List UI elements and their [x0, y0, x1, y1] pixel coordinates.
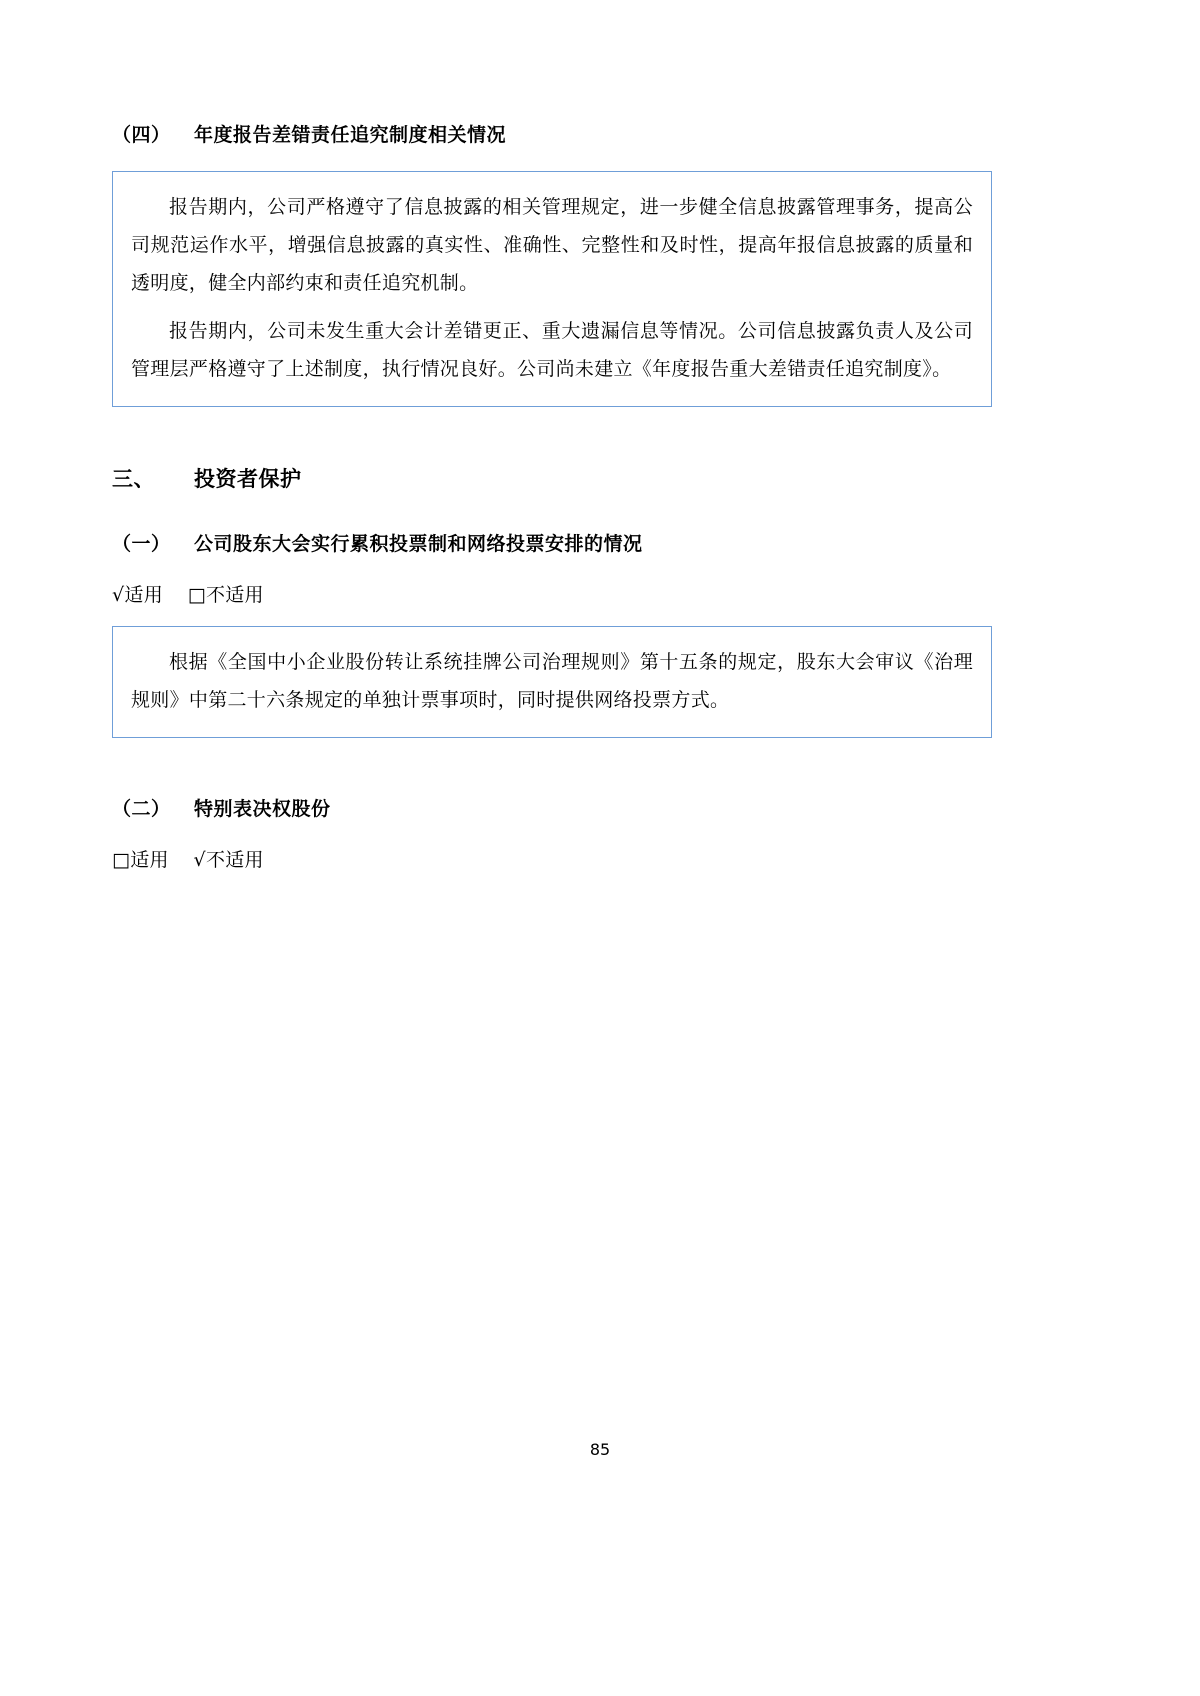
not-applicable-checked-option[interactable]: √不适用: [193, 849, 264, 872]
section-number: （一）: [112, 533, 171, 555]
applicability-line-special-voting-shares: [112, 845, 992, 875]
not-applicable-option[interactable]: □不适用: [187, 584, 264, 606]
section-number: 三、: [112, 467, 155, 491]
paragraph: 报告期内，公司严格遵守了信息披露的相关管理规定，进一步健全信息披露管理事务，提高公司规范运作水平，增强信息披露的真实性、准确性、完整性和及时性，提高年报信息披露的质量和透明度，健全内部约束和责任追究机制。: [131, 196, 973, 294]
section-title: 投资者保护: [194, 467, 302, 491]
paragraph: 报告期内，公司未发生重大会计差错更正、重大遗漏信息等情况。公司信息披露负责人及公司管理层严格遵守了上述制度，执行情况良好。公司尚未建立《年度报告重大差错责任追究制度》。: [131, 320, 973, 380]
applicable-option[interactable]: □适用: [112, 849, 169, 872]
section-heading-three: [112, 463, 992, 493]
page-content: [112, 120, 992, 876]
section-heading-one: [112, 529, 992, 556]
section-heading-two: [112, 794, 992, 821]
page-number: 85: [589, 1440, 611, 1459]
cumulative-voting-box: [112, 626, 992, 738]
section-title: 特别表决权股份: [194, 798, 331, 821]
section-heading-four: [112, 120, 992, 147]
section-title: 年度报告差错责任追究制度相关情况: [194, 124, 507, 146]
paragraph: 根据《全国中小企业股份转让系统挂牌公司治理规则》第十五条的规定，股东大会审议《治理规则》中第二十六条规定的单独计票事项时，同时提供网络投票方式。: [131, 651, 973, 712]
disclosure-error-accountability-box: [112, 171, 992, 407]
section-number: （四）: [112, 124, 171, 146]
applicability-line-cumulative-voting: [112, 580, 992, 610]
applicable-checked-option[interactable]: √适用: [112, 584, 164, 606]
section-title: 公司股东大会实行累积投票制和网络投票安排的情况: [194, 533, 643, 555]
section-number: （二）: [112, 798, 171, 821]
